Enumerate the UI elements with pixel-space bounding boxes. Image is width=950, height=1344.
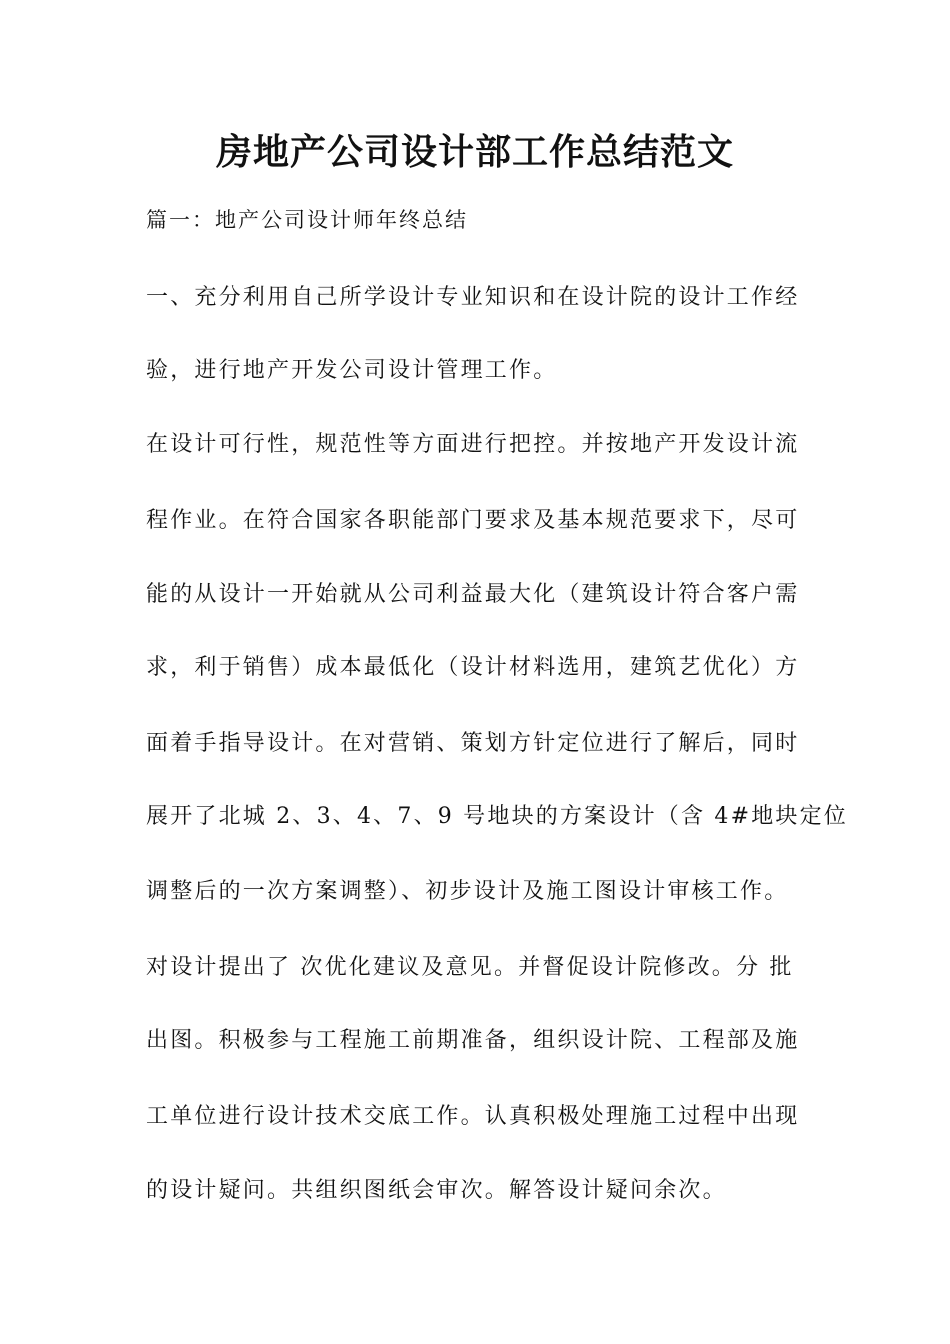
body-line: 程作业。在符合国家各职能部门要求及基本规范要求下，尽可 (146, 508, 800, 533)
body-line: 工单位进行设计技术交底工作。认真积极处理施工过程中出现 (146, 1104, 800, 1129)
body-line: 一、充分利用自己所学设计专业知识和在设计院的设计工作经 (146, 285, 800, 310)
body-line: 在设计可行性，规范性等方面进行把控。并按地产开发设计流 (146, 432, 800, 457)
body-line: 能的从设计一开始就从公司利益最大化（建筑设计符合客户需 (146, 582, 800, 607)
section-heading: 篇一：地产公司设计师年终总结 (146, 208, 468, 232)
body-line: 验，进行地产开发公司设计管理工作。 (146, 358, 558, 383)
body-line: 面着手指导设计。在对营销、策划方针定位进行了解后，同时 (146, 731, 800, 756)
body-line: 出图。积极参与工程施工前期准备，组织设计院、工程部及施 (146, 1028, 800, 1053)
body-line: 的设计疑问。共组织图纸会审次。解答设计疑问余次。 (146, 1178, 727, 1203)
body-line: 对设计提出了 次优化建议及意见。并督促设计院修改。分 批 (146, 955, 794, 980)
body-line: 展开了北城 2、3、4、7、9 号地块的方案设计（含 4#地块定位 (146, 804, 848, 829)
document-title: 房地产公司设计部工作总结范文 (215, 131, 734, 173)
body-line: 调整后的一次方案调整）、初步设计及施工图设计审核工作。 (146, 879, 789, 904)
body-line: 求，利于销售）成本最低化（设计材料选用，建筑艺优化）方 (146, 655, 800, 680)
